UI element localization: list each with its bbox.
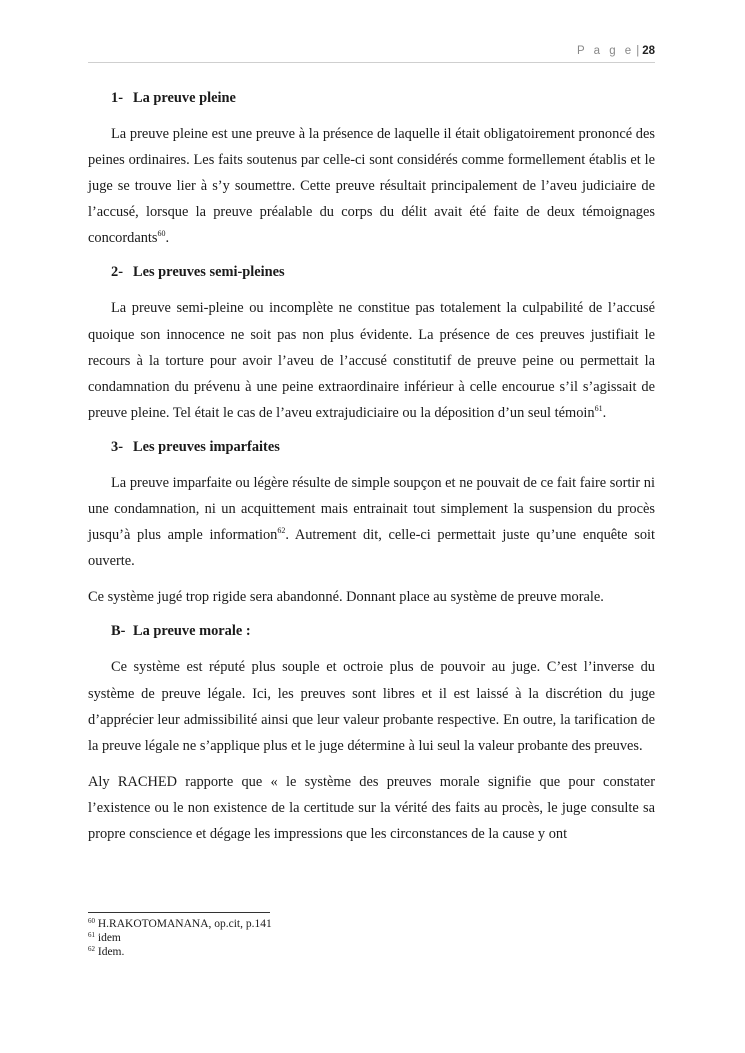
- footnote-60: [88, 917, 655, 931]
- heading-number: 3-: [111, 438, 123, 455]
- paragraph-text-continued: . Autrement dit, celle-ci permettait juste qu’une enquête soit ouverte.: [88, 527, 656, 570]
- footnote-number: 61: [88, 931, 95, 939]
- footnotes: [88, 912, 655, 959]
- footnote-ref-60[interactable]: 60: [157, 229, 166, 239]
- paragraph-transition: Ce système jugé trop rigide sera abandonné. Donnant place au système de preuve morale.: [88, 589, 604, 606]
- heading-number: B-: [111, 623, 126, 640]
- page-number: 28: [642, 45, 655, 57]
- paragraph-preuves-imparfaites: [88, 470, 655, 574]
- document-body: [88, 88, 655, 847]
- paragraph-preuve-pleine: [88, 121, 655, 251]
- heading-number: 1-: [111, 90, 123, 106]
- heading-preuves-semi-pleines: [88, 262, 655, 282]
- heading-title: Les preuves semi-pleines: [133, 264, 285, 281]
- heading-title: La preuve pleine: [133, 90, 236, 106]
- heading-preuves-imparfaites: [88, 437, 655, 457]
- footnote-text: Idem.: [97, 946, 125, 958]
- paragraph-quote-rached: Aly RACHED rapporte que « le système des preuves morale signifie que pour constater l’existence ou le non existence de la certitude sur la vérité des faits au procès, le juge consulte sa propre conscience et dégage les impressions que les circonstances de la cause y ont: [88, 773, 655, 842]
- paragraph-text: La preuve pleine est une preuve à la présence de laquelle il était obligatoirement prononcé des peines ordinaires. Les faits soutenus par celle-ci sont considérés comme formellement établis et le juge se trouve lier à s’y soumettre. Cette preuve résultait principalement de l’aveu judiciaire de l’accusé, lorsque la preuve préalable du corps du délit avait été faite de deux témoignages concordants: [88, 126, 655, 247]
- page-separator: |: [636, 45, 640, 57]
- footnote-number: 62: [88, 945, 95, 953]
- paragraph-text: La preuve semi-pleine ou incomplète ne constitue pas totalement la culpabilité de l’accusé quoique son innocence ne soit pas non plus évidente. La présence de ces preuves justifiait le recours à la torture pour avoir l’aveu de l’accusé constitutif de preuve peine ou permettait la condamnation du prévenu à une peine extraordinaire inférieur à celle encourue s’il s’agissait de preuve pleine. Tel était le cas de l’aveu extrajudiciaire ou la déposition d’un seul témoin: [88, 300, 655, 421]
- paragraph-end: .: [165, 230, 170, 247]
- footnote-text: H.RAKOTOMANANA, op.cit, p.141: [97, 918, 272, 930]
- paragraph-preuve-morale: Ce système est réputé plus souple et octroie plus de pouvoir au juge. C’est l’inverse du système de preuve légale. Ici, les preuves sont libres et il est laissé à la discrétion du juge d’apprécier leur admissibilité ainsi que leur valeur probante respective. En outre, la tarification de la preuve légale ne s’applique plus et le juge détermine à lui seul la valeur probante des preuves.: [88, 659, 655, 754]
- heading-preuve-pleine: [88, 88, 655, 108]
- footnote-ref-62[interactable]: 62: [277, 526, 286, 536]
- footnote-separator: [88, 912, 270, 913]
- heading-number: 2-: [111, 264, 123, 281]
- footnote-61: [88, 931, 655, 945]
- page-label: P a g e: [576, 45, 635, 57]
- heading-preuve-morale: [88, 621, 655, 641]
- paragraph-end: .: [602, 404, 607, 421]
- paragraph-preuves-semi-pleines: [88, 295, 655, 425]
- paragraph-text: La preuve imparfaite ou légère résulte de simple soupçon et ne pouvait de ce fait faire sortir ni une condamnation, ni un acquittement mais entrainait tout simplement la suspension du procès jusqu’à plus ample information: [88, 474, 655, 544]
- page-header: [88, 40, 655, 63]
- footnote-text: idem: [97, 932, 121, 944]
- footnote-ref-61[interactable]: 61: [594, 403, 603, 413]
- footnote-number: 60: [88, 917, 95, 925]
- heading-title: Les preuves imparfaites: [133, 438, 280, 455]
- heading-title: La preuve morale :: [133, 623, 251, 640]
- footnote-62: [88, 945, 655, 959]
